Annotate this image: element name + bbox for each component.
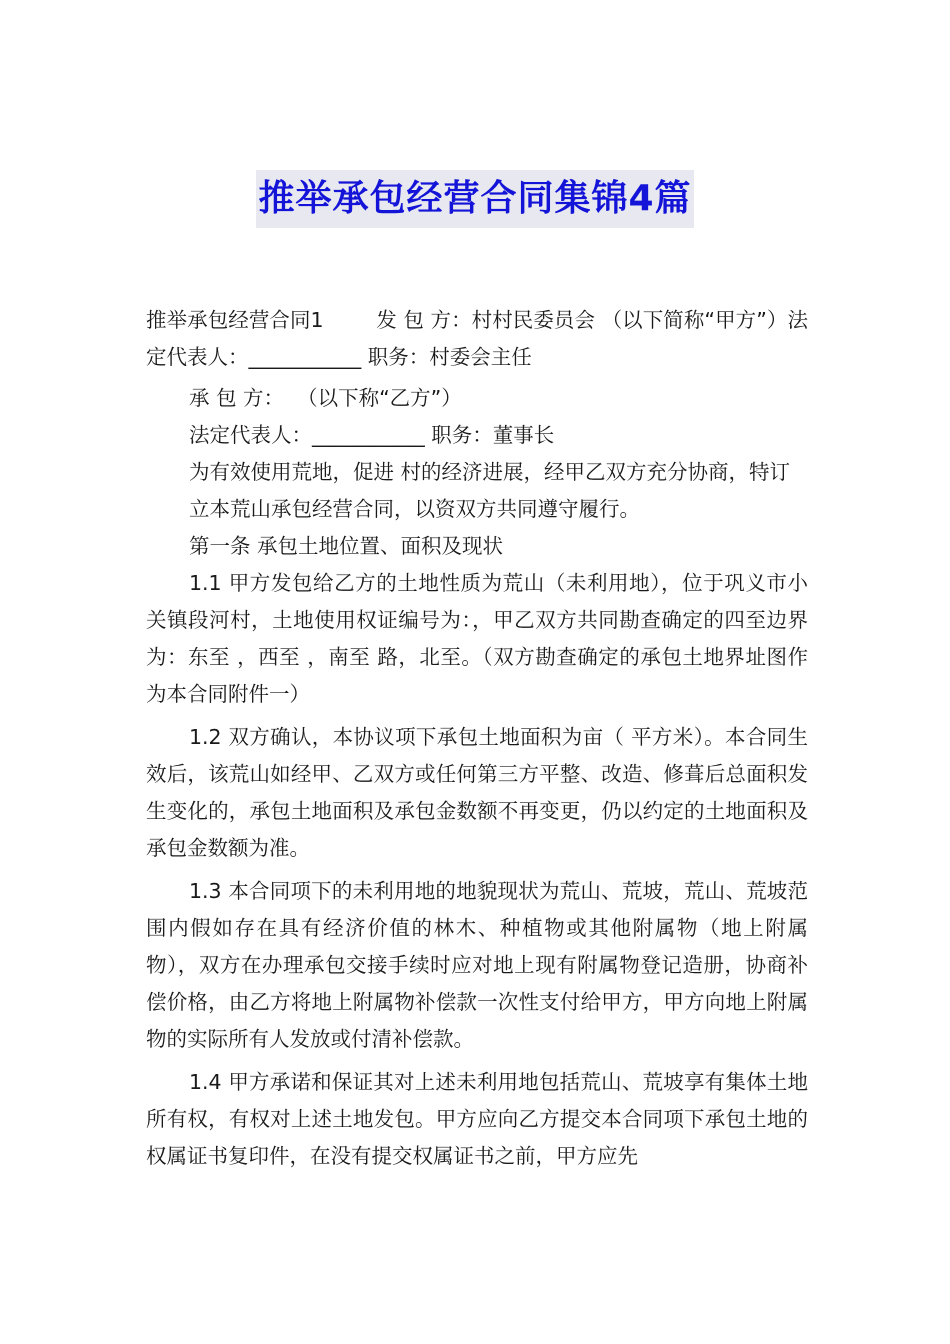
document-body — [146, 302, 808, 1175]
paragraph-contractor: 承 包 方： （以下称“乙方”） — [189, 386, 462, 410]
clause-1-1: 1.1 甲方发包给乙方的土地性质为荒山（未利用地），位于巩义市小关镇段河村，土地使用权证编号为：，甲乙双方共同勘查确定的四至边界为：东至 ，西至 ，南至 路，北至。（双方勘查确定的承包土地界址图作为本合同附件一） — [146, 571, 808, 706]
clause-1-3: 1.3 本合同项下的未利用地的地貌现状为荒山、荒坡，荒山、荒坡范围内假如存在具有经济价值的林木、种植物或其他附属物（地上附属物），双方在办理承包交接手续时应对地上现有附属物登记造册，协商补偿价格，由乙方将地上附属物补偿款一次性支付给甲方，甲方向地上附属物的实际所有人发放或付清补偿款。 — [146, 879, 808, 1051]
paragraph-legal-rep: 法定代表人：___________ 职务：董事长 — [189, 423, 555, 447]
paragraph-purpose-cont: 立本荒山承包经营合同，以资双方共同遵守履行。 — [189, 497, 640, 521]
article-1-heading: 第一条 承包土地位置、面积及现状 — [189, 534, 504, 558]
title-container — [0, 170, 950, 228]
clause-1-2: 1.2 双方确认，本协议项下承包土地面积为亩（ 平方米）。本合同生效后，该荒山如经甲、乙双方或任何第三方平整、改造、修葺后总面积发生变化的，承包土地面积及承包金数额不再变更，仍以约定的土地面积及承包金数额为准。 — [146, 725, 808, 860]
paragraph-intro: 推举承包经营合同1 发 包 方：村村民委员会 （以下简称“甲方”）法定代表人：___________ 职务：村委会主任 — [146, 308, 808, 369]
paragraph-purpose: 为有效使用荒地，促进 村的经济进展，经甲乙双方充分协商，特订 — [189, 460, 791, 484]
document-title: 推举承包经营合同集锦4篇 — [256, 170, 693, 228]
clause-1-4: 1.4 甲方承诺和保证其对上述未利用地包括荒山、荒坡享有集体土地所有权，有权对上述土地发包。甲方应向乙方提交本合同项下承包土地的权属证书复印件，在没有提交权属证书之前，甲方应先 — [146, 1070, 808, 1168]
